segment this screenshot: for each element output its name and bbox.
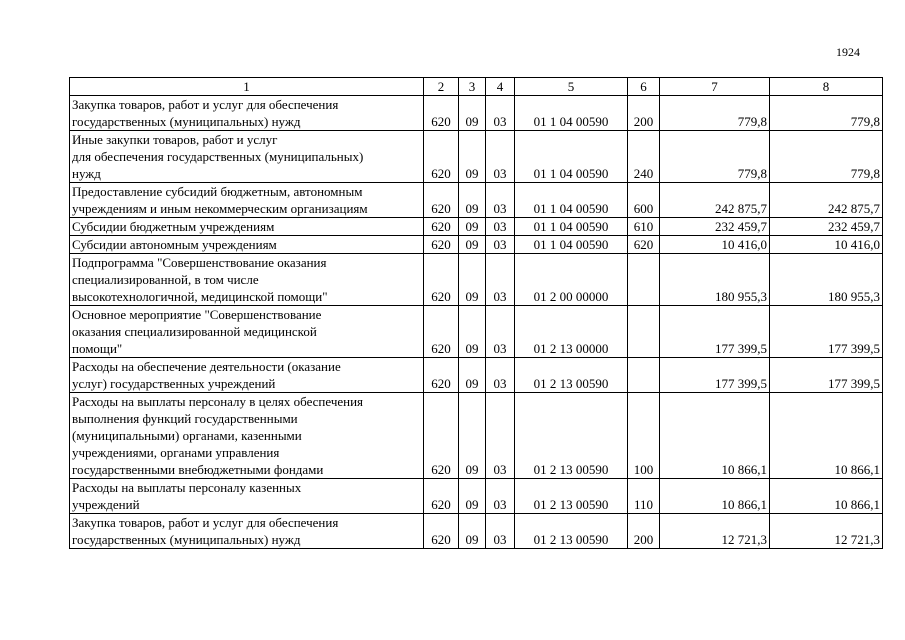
column-header: 2 — [424, 78, 459, 96]
target-article: 01 2 13 00590 — [515, 393, 628, 479]
expense-type: 240 — [628, 131, 660, 183]
row-name: Закупка товаров, работ и услуг для обеспечения государственных (муниципальных) нужд — [70, 96, 424, 131]
expense-type — [628, 254, 660, 306]
row-name: Закупка товаров, работ и услуг для обеспечения государственных (муниципальных) нужд — [70, 514, 424, 549]
target-article: 01 1 04 00590 — [515, 183, 628, 218]
column-header: 1 — [70, 78, 424, 96]
amount-col7: 779,8 — [660, 131, 770, 183]
target-article: 01 2 13 00590 — [515, 358, 628, 393]
section-code: 09 — [459, 236, 486, 254]
amount-col8: 232 459,7 — [770, 218, 883, 236]
amount-col7: 10 416,0 — [660, 236, 770, 254]
row-name: Расходы на выплаты персоналу казенных учреждений — [70, 479, 424, 514]
subsection-code: 03 — [486, 479, 515, 514]
column-header: 8 — [770, 78, 883, 96]
section-code: 09 — [459, 514, 486, 549]
amount-col7: 10 866,1 — [660, 393, 770, 479]
admin-code: 620 — [424, 183, 459, 218]
target-article: 01 1 04 00590 — [515, 131, 628, 183]
amount-col7: 242 875,7 — [660, 183, 770, 218]
expense-type: 100 — [628, 393, 660, 479]
subsection-code: 03 — [486, 183, 515, 218]
row-name: Основное мероприятие "Совершенствование оказания специализированной медицинской помощи" — [70, 306, 424, 358]
admin-code: 620 — [424, 96, 459, 131]
header-row — [70, 78, 883, 96]
table-row — [70, 183, 883, 218]
column-header: 6 — [628, 78, 660, 96]
row-name: Подпрограмма "Совершенствование оказания специализированной, в том числе высокотехнологичной, медицинской помощи" — [70, 254, 424, 306]
amount-col8: 242 875,7 — [770, 183, 883, 218]
subsection-code: 03 — [486, 218, 515, 236]
amount-col8: 10 866,1 — [770, 479, 883, 514]
amount-col7: 232 459,7 — [660, 218, 770, 236]
section-code: 09 — [459, 306, 486, 358]
column-header: 5 — [515, 78, 628, 96]
row-name: Расходы на выплаты персоналу в целях обеспечения выполнения функций государственными (муниципальными) органами, казенными учреждениями, органами управления государственными внебюджетными фондами — [70, 393, 424, 479]
admin-code: 620 — [424, 479, 459, 514]
admin-code: 620 — [424, 514, 459, 549]
expense-type: 620 — [628, 236, 660, 254]
amount-col8: 177 399,5 — [770, 306, 883, 358]
admin-code: 620 — [424, 131, 459, 183]
table-row — [70, 131, 883, 183]
section-code: 09 — [459, 96, 486, 131]
admin-code: 620 — [424, 254, 459, 306]
row-name: Иные закупки товаров, работ и услуг для обеспечения государственных (муниципальных) нужд — [70, 131, 424, 183]
subsection-code: 03 — [486, 131, 515, 183]
amount-col8: 779,8 — [770, 131, 883, 183]
target-article: 01 2 00 00000 — [515, 254, 628, 306]
amount-col8: 12 721,3 — [770, 514, 883, 549]
expense-type — [628, 306, 660, 358]
admin-code: 620 — [424, 358, 459, 393]
subsection-code: 03 — [486, 306, 515, 358]
budget-table — [69, 77, 883, 549]
target-article: 01 1 04 00590 — [515, 218, 628, 236]
table-row — [70, 479, 883, 514]
subsection-code: 03 — [486, 358, 515, 393]
expense-type: 200 — [628, 96, 660, 131]
target-article: 01 2 13 00590 — [515, 514, 628, 549]
expense-type: 600 — [628, 183, 660, 218]
section-code: 09 — [459, 183, 486, 218]
table-row — [70, 306, 883, 358]
subsection-code: 03 — [486, 393, 515, 479]
section-code: 09 — [459, 358, 486, 393]
table-row — [70, 393, 883, 479]
amount-col7: 779,8 — [660, 96, 770, 131]
row-name: Субсидии бюджетным учреждениям — [70, 218, 424, 236]
target-article: 01 2 13 00590 — [515, 479, 628, 514]
target-article: 01 1 04 00590 — [515, 236, 628, 254]
expense-type: 110 — [628, 479, 660, 514]
page-number: 1924 — [836, 45, 860, 59]
subsection-code: 03 — [486, 254, 515, 306]
section-code: 09 — [459, 131, 486, 183]
row-name: Предоставление субсидий бюджетным, автономным учреждениям и иным некоммерческим организациям — [70, 183, 424, 218]
amount-col8: 180 955,3 — [770, 254, 883, 306]
amount-col7: 10 866,1 — [660, 479, 770, 514]
amount-col7: 180 955,3 — [660, 254, 770, 306]
table-row — [70, 358, 883, 393]
row-name: Субсидии автономным учреждениям — [70, 236, 424, 254]
admin-code: 620 — [424, 306, 459, 358]
subsection-code: 03 — [486, 96, 515, 131]
admin-code: 620 — [424, 236, 459, 254]
expense-type: 200 — [628, 514, 660, 549]
section-code: 09 — [459, 393, 486, 479]
section-code: 09 — [459, 479, 486, 514]
expense-type: 610 — [628, 218, 660, 236]
amount-col8: 779,8 — [770, 96, 883, 131]
amount-col7: 12 721,3 — [660, 514, 770, 549]
row-name: Расходы на обеспечение деятельности (оказание услуг) государственных учреждений — [70, 358, 424, 393]
column-header: 3 — [459, 78, 486, 96]
table-row — [70, 236, 883, 254]
section-code: 09 — [459, 254, 486, 306]
target-article: 01 2 13 00000 — [515, 306, 628, 358]
subsection-code: 03 — [486, 236, 515, 254]
table-row — [70, 96, 883, 131]
table-row — [70, 514, 883, 549]
amount-col8: 10 866,1 — [770, 393, 883, 479]
admin-code: 620 — [424, 218, 459, 236]
amount-col8: 10 416,0 — [770, 236, 883, 254]
target-article: 01 1 04 00590 — [515, 96, 628, 131]
section-code: 09 — [459, 218, 486, 236]
admin-code: 620 — [424, 393, 459, 479]
table-row — [70, 254, 883, 306]
amount-col7: 177 399,5 — [660, 306, 770, 358]
subsection-code: 03 — [486, 514, 515, 549]
amount-col7: 177 399,5 — [660, 358, 770, 393]
table-row — [70, 218, 883, 236]
expense-type — [628, 358, 660, 393]
column-header: 7 — [660, 78, 770, 96]
amount-col8: 177 399,5 — [770, 358, 883, 393]
column-header: 4 — [486, 78, 515, 96]
